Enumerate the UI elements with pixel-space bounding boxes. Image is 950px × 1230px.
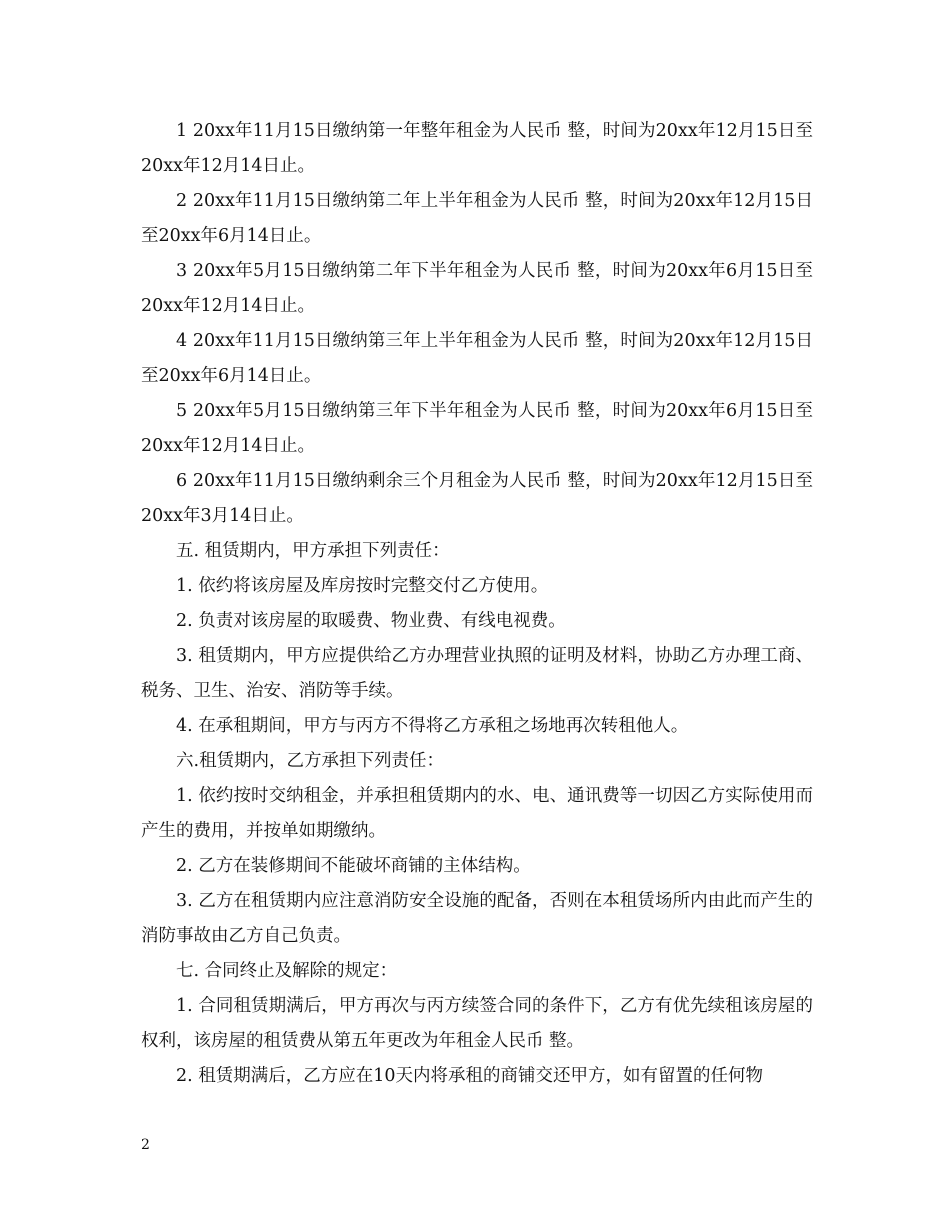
party-a-duty-2: 2. 负责对该房屋的取暖费、物业费、有线电视费。 — [176, 611, 566, 631]
party-a-duty-3: 3. 租赁期内，甲方应提供给乙方办理营业执照的证明及材料，协助乙方办理工商、税务、卫生、治安、消防等手续。 — [141, 646, 813, 701]
payment-item-2: 2 20xx年11月15日缴纳第二年上半年租金为人民币 整，时间为20xx年12月15日至20xx年6月14日止。 — [141, 191, 813, 246]
page-number: 2 — [141, 1137, 150, 1153]
section-heading-6: 六.租赁期内，乙方承担下列责任： — [176, 751, 445, 771]
payment-item-6: 6 20xx年11月15日缴纳剩余三个月租金为人民币 整，时间为20xx年12月15日至20xx年3月14日止。 — [141, 471, 813, 526]
section-heading-5: 五. 租赁期内，甲方承担下列责任： — [176, 541, 450, 561]
party-b-duty-1: 1. 依约按时交纳租金，并承担租赁期内的水、电、通讯费等一切因乙方实际使用而产生的费用，并按单如期缴纳。 — [141, 786, 813, 841]
document-body — [141, 114, 813, 1094]
termination-clause-2: 2. 租赁期满后，乙方应在10天内将承租的商铺交还甲方，如有留置的任何物 — [176, 1066, 764, 1086]
termination-clause-1: 1. 合同租赁期满后，甲方再次与丙方续签合同的条件下，乙方有优先续租该房屋的权利，该房屋的租赁费从第五年更改为年租金人民币 整。 — [141, 996, 813, 1051]
party-a-duty-4: 4. 在承租期间，甲方与丙方不得将乙方承租之场地再次转租他人。 — [176, 716, 689, 736]
party-b-duty-3: 3. 乙方在租赁期内应注意消防安全设施的配备，否则在本租赁场所内由此而产生的消防事故由乙方自己负责。 — [141, 891, 813, 946]
payment-item-5: 5 20xx年5月15日缴纳第三年下半年租金为人民币 整，时间为20xx年6月15日至20xx年12月14日止。 — [141, 401, 813, 456]
party-a-duty-1: 1. 依约将该房屋及库房按时完整交付乙方使用。 — [176, 576, 549, 596]
payment-item-1: 1 20xx年11月15日缴纳第一年整年租金为人民币 整，时间为20xx年12月15日至20xx年12月14日止。 — [141, 121, 813, 176]
payment-item-4: 4 20xx年11月15日缴纳第三年上半年租金为人民币 整，时间为20xx年12月15日至20xx年6月14日止。 — [141, 331, 813, 386]
payment-item-3: 3 20xx年5月15日缴纳第二年下半年租金为人民币 整，时间为20xx年6月15日至20xx年12月14日止。 — [141, 261, 813, 316]
party-b-duty-2: 2. 乙方在装修期间不能破坏商铺的主体结构。 — [176, 856, 531, 876]
section-heading-7: 七. 合同终止及解除的规定： — [176, 961, 398, 981]
